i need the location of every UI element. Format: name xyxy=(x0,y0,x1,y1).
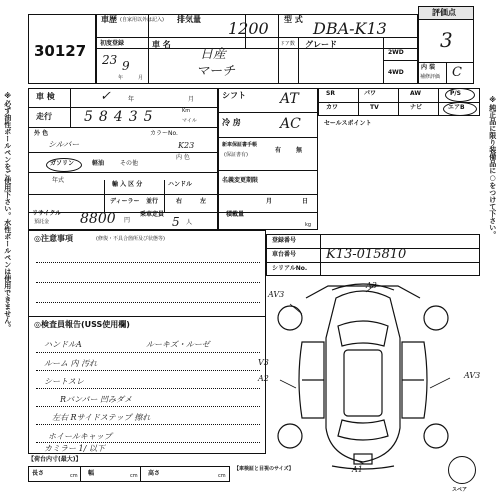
name-change-month: 月 xyxy=(266,198,273,205)
import-label: 輸 入 区 分 xyxy=(112,181,143,188)
report-line-1: ハンドルA xyxy=(44,340,82,349)
name-change-day: 日 xyxy=(302,198,309,205)
lot-number: 30127 xyxy=(34,42,87,60)
equip-airbag-circle xyxy=(443,102,477,116)
cargo-label: 【荷台内寸(最大)】 xyxy=(28,456,82,463)
recycle-label: リサイクル xyxy=(32,210,62,217)
diagram-label-a1: A1 xyxy=(352,465,363,474)
door-label: ドア数 xyxy=(280,41,295,47)
left-side-note: ※必ず油性ボールペンをご使用下さい。水性ボールペンは使用できません。 xyxy=(3,92,12,331)
equip-leather: カワ xyxy=(326,104,339,111)
mile-label: マイル xyxy=(182,118,197,124)
recycle-sub: 預託金 xyxy=(34,219,50,225)
capacity-value: 5 xyxy=(172,215,180,229)
history-label: 車歴 xyxy=(101,15,117,24)
aircon-label: 冷 房 xyxy=(222,118,241,127)
warranty-none: 無 xyxy=(296,147,303,154)
model-label: 型 式 xyxy=(284,15,303,24)
spec-middle-block xyxy=(218,88,318,230)
drive-2wd: 2WD xyxy=(388,49,404,56)
handle-right: 右 xyxy=(176,198,183,205)
color-no-value: K23 xyxy=(178,141,195,150)
height-cm: cm xyxy=(218,473,226,479)
grade-eval-label: 評価点 xyxy=(432,8,456,17)
report-line-4: Rバンパー 凹みダメ xyxy=(60,395,133,404)
spare-label: スペア xyxy=(452,487,468,493)
cargo-grid xyxy=(28,466,230,482)
first-reg-year-unit: 年 xyxy=(118,75,124,81)
grade-label: グレード xyxy=(305,40,337,49)
report-title: ◎検査員報告(USS使用欄) xyxy=(34,320,130,329)
name-change-label: 名義変更期限 xyxy=(222,177,259,184)
color-no-label: カラーNo. xyxy=(150,130,178,137)
notes-title-sub: (修復・不具合箇所及び状態等) xyxy=(96,236,165,242)
serial-label: シリアルNo. xyxy=(272,265,308,272)
fuel-note: その他 xyxy=(120,160,139,167)
drive-4wd: 4WD xyxy=(388,69,404,76)
grade-eval-value: 3 xyxy=(440,28,453,52)
ext-color-value: シルバー xyxy=(48,140,80,149)
displacement-value: 1200 xyxy=(228,19,269,38)
first-reg-year: 23 xyxy=(102,53,118,67)
displacement-label: 排気量 xyxy=(177,15,201,24)
handle-label: ハンドル xyxy=(168,181,193,188)
year-unit: 年 xyxy=(128,96,135,103)
width-label: 幅 xyxy=(88,470,95,477)
equip-navi: ナビ xyxy=(410,104,423,111)
warranty-label: 新車保証書手帳 xyxy=(222,142,258,148)
history-note: (自家用以外は記入) xyxy=(120,17,164,23)
equip-aw: AW xyxy=(410,90,421,97)
load-label: 積載量 xyxy=(226,211,245,218)
height-label: 高さ xyxy=(148,470,161,477)
handle-left: 左 xyxy=(200,198,207,205)
diagram-label-a2: A2 xyxy=(258,374,269,383)
fuel-light: 軽油 xyxy=(92,160,105,167)
interior-label: 内 装 xyxy=(421,64,436,71)
warranty-sub: (保証書有) xyxy=(224,152,248,158)
equip-sr: SR xyxy=(326,90,335,97)
km-label: Km xyxy=(182,108,191,114)
model-value: DBA-K13 xyxy=(313,19,387,38)
reg-no-label: 登録番号 xyxy=(272,237,297,244)
chassis-no-label: 車台番号 xyxy=(272,251,297,258)
equip-ps-circle xyxy=(445,88,475,102)
shaken-value: ✓ xyxy=(100,89,111,104)
first-reg-month: 9 xyxy=(122,59,130,73)
diagram-label-v3: V3 xyxy=(258,358,269,367)
mileage-value: 58435 xyxy=(84,109,159,125)
load-unit: kg xyxy=(305,222,312,228)
shift-label: シフト xyxy=(222,91,246,100)
equip-airbag: エアB xyxy=(448,104,465,111)
report-line-2: ルーム 内 汚れ xyxy=(44,359,98,368)
car-name-value: マーチ xyxy=(196,64,236,79)
interior-value: C xyxy=(452,65,462,80)
car-name-label: 車 名 xyxy=(152,40,171,49)
right-side-note: ※純正品に限り装備品に○をつけて下さい。 xyxy=(488,96,497,238)
spare-tire-icon xyxy=(448,456,476,484)
interior-sub-label: 補修評価 xyxy=(420,74,441,80)
maker-value: 日産 xyxy=(200,47,227,62)
first-reg-month-unit: 月 xyxy=(138,75,144,81)
notes-title: ◎注意事項 xyxy=(34,234,73,243)
report-line-5: 左右 Rサイドステップ 擦れ xyxy=(52,413,151,422)
car-damage-diagram xyxy=(266,278,480,472)
diagram-label-av3-right: AV3 xyxy=(464,371,481,380)
dealer-label: ディーラー xyxy=(110,198,140,205)
report-line-3: シートスレ xyxy=(44,377,84,386)
shaken-label: 車 検 xyxy=(36,92,55,101)
ext-color-label: 外 色 xyxy=(34,130,49,137)
fuel-gasoline: ガソリン xyxy=(50,160,75,167)
shift-value: AT xyxy=(280,91,299,107)
aircon-value: AC xyxy=(280,116,301,132)
length-label: 長さ xyxy=(32,470,45,477)
diagram-label-av3-left: AV3 xyxy=(268,290,285,299)
month-unit: 月 xyxy=(188,96,195,103)
sales-point-label: セールスポイント xyxy=(324,120,372,127)
recycle-value: 8800 xyxy=(80,211,116,227)
report-line-right: ルーキズ・ルーゼ xyxy=(146,340,210,349)
first-reg-label: 初度登録 xyxy=(100,40,125,47)
equip-tv: TV xyxy=(370,104,379,111)
model-year-label: 年式 xyxy=(52,177,65,184)
capacity-label: 乗車定員 xyxy=(140,211,165,218)
dealer-other: 並行 xyxy=(146,198,159,205)
mileage-label: 走行 xyxy=(36,112,52,121)
equip-ps: P/S xyxy=(450,90,461,97)
report-line-7: カミラー 1/ 以下 xyxy=(44,444,105,453)
width-cm: cm xyxy=(130,473,138,479)
report-line-6: ホイールキャップ xyxy=(48,432,112,441)
chassis-no-value: K13-015810 xyxy=(326,247,407,262)
recycle-unit: 円 xyxy=(124,217,131,224)
diagram-label-a3-top: A3 xyxy=(366,281,377,290)
warranty-has: 有 xyxy=(275,147,282,154)
int-color-label: 内 色 xyxy=(176,154,190,161)
inspection-mark-label: 【車検証と目視のサイズ】 xyxy=(234,466,294,472)
equip-power: パワ xyxy=(364,90,377,97)
capacity-unit: 人 xyxy=(186,219,193,226)
length-cm: cm xyxy=(70,473,78,479)
